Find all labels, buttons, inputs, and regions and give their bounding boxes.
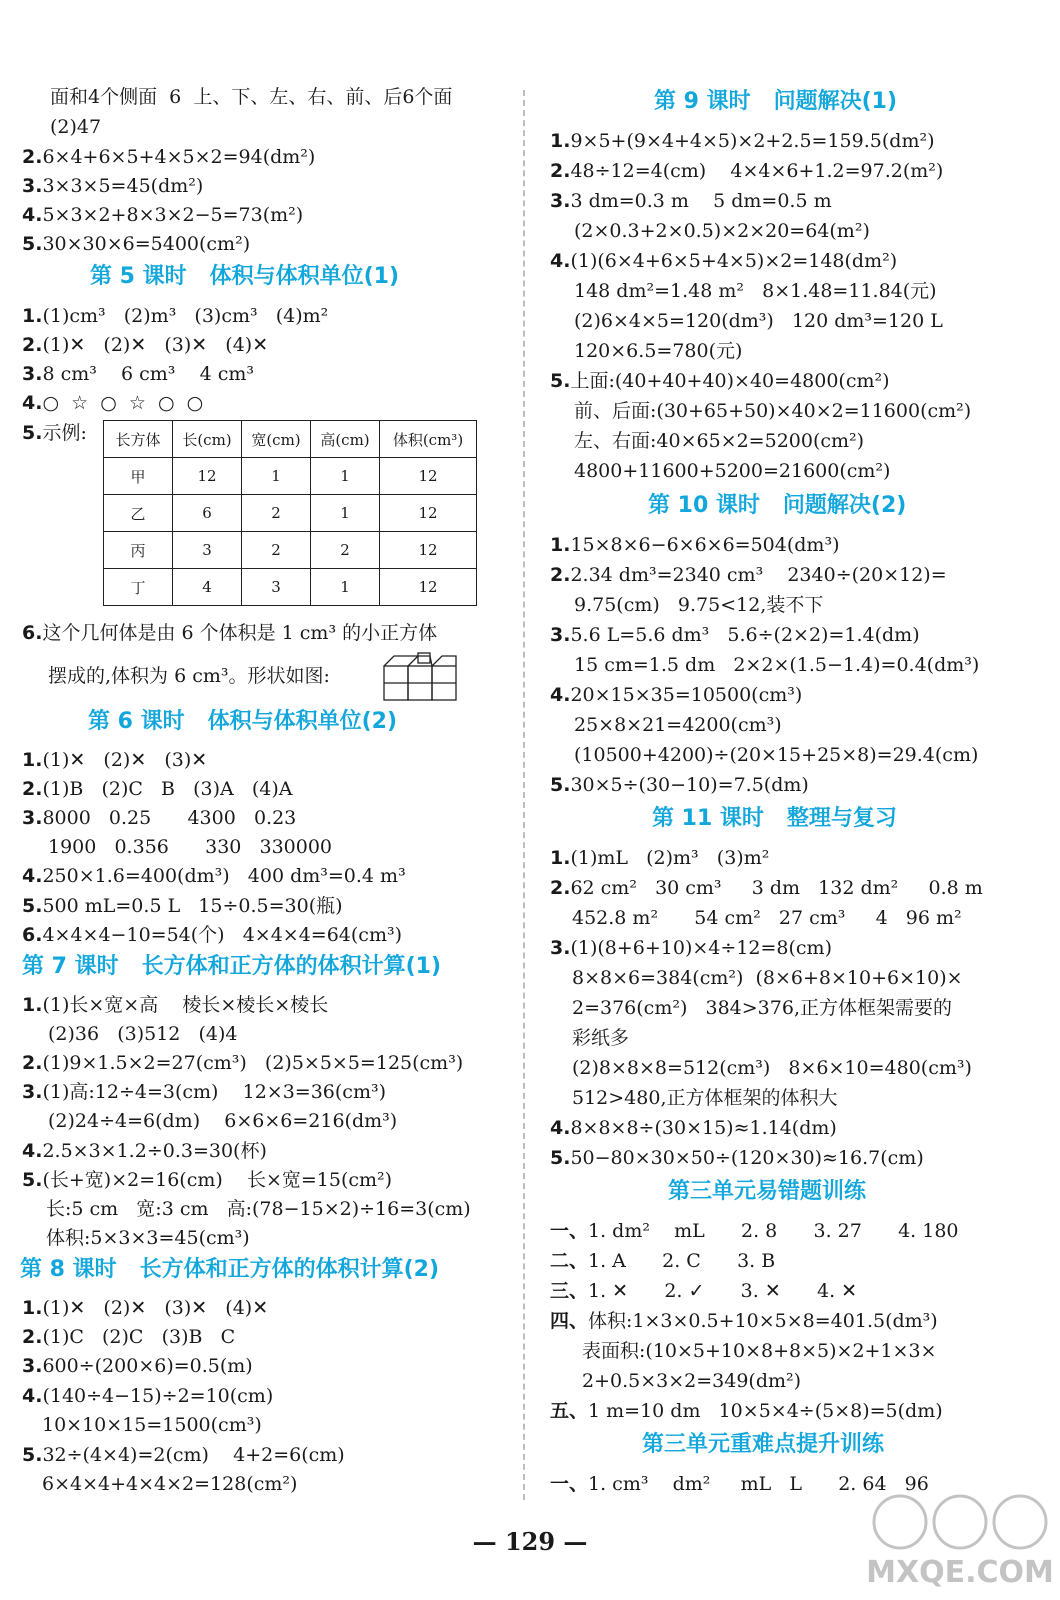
- text-line: 5.上面:(40+40+40)×40=4800(cm²): [550, 370, 890, 392]
- text-line: 2.(1)9×1.5×2=27(cm³) (2)5×5×5=125(cm³): [22, 1052, 464, 1074]
- text-line: (2)8×8×8=512(cm³) 8×6×10=480(cm³): [572, 1057, 972, 1079]
- table-cell: 丙: [104, 532, 173, 569]
- table-cell: 12: [173, 458, 242, 495]
- text-line: 面和4个侧面 6 上、下、左、右、前、后6个面: [50, 86, 453, 108]
- text-line: 4.20×15×35=10500(cm³): [550, 684, 803, 706]
- volume-table: [103, 420, 477, 606]
- text-line: 表面积:(10×5+10×8+8×5)×2+1×3×: [582, 1340, 937, 1362]
- table-header: 体积(cm³): [380, 421, 477, 458]
- section-title: 第 10 课时 问题解决(2): [648, 493, 907, 518]
- text-line: 5.32÷(4×4)=2(cm) 4+2=6(cm): [22, 1444, 345, 1466]
- text-line: 4.5×3×2+8×3×2−5=73(m²): [22, 204, 304, 226]
- text-line: 左、右面:40×65×2=5200(cm²): [574, 430, 865, 452]
- table-cell: 2: [242, 532, 311, 569]
- text-line: (2)24÷4=6(dm) 6×6×6=216(dm³): [48, 1110, 398, 1132]
- table-cell: 1: [311, 495, 380, 532]
- text-line: 512>480,正方体框架的体积大: [572, 1087, 838, 1109]
- text-line: 3.600÷(200×6)=0.5(m): [22, 1355, 253, 1377]
- text-line: 1.(1)长×宽×高 棱长×棱长×棱长: [22, 994, 329, 1016]
- text-line: 3.5.6 L=5.6 dm³ 5.6÷(2×2)=1.4(dm): [550, 624, 920, 646]
- text-line: 6×4×4+4×4×2=128(cm²): [42, 1473, 298, 1495]
- text-line: (2)6×4×5=120(dm³) 120 dm³=120 L: [574, 310, 943, 332]
- text-line: 15 cm=1.5 dm 2×2×(1.5−1.4)=0.4(dm³): [574, 654, 980, 676]
- table-cell: 丁: [104, 569, 173, 606]
- text-line: 148 dm²=1.48 m² 8×1.48=11.84(元): [574, 280, 937, 302]
- text-line: 前、后面:(30+65+50)×40×2=11600(cm²): [574, 400, 972, 422]
- text-line: 25×8×21=4200(cm³): [574, 714, 782, 736]
- table-cell: 3: [242, 569, 311, 606]
- text-line: 2=376(cm²) 384>376,正方体框架需要的: [572, 997, 952, 1019]
- text-line: 1.9×5+(9×4+4×5)×2+2.5=159.5(dm²): [550, 130, 935, 152]
- text-line: 3.3 dm=0.3 m 5 dm=0.5 m: [550, 190, 832, 212]
- text-line: (10500+4200)÷(20×15+25×8)=29.4(cm): [574, 744, 979, 766]
- text-line: 1.15×8×6−6×6×6=504(dm³): [550, 534, 840, 556]
- watermark-text: MXQE.COM: [866, 1555, 1054, 1590]
- section-title: 第 7 课时 长方体和正方体的体积计算(1): [22, 954, 442, 979]
- text-line: 6.4×4×4−10=54(个) 4×4×4=64(cm³): [22, 924, 402, 946]
- text-line: 1.(1)✕ (2)✕ (3)✕: [22, 749, 208, 771]
- text-line: 3.3×3×5=45(dm²): [22, 175, 204, 197]
- table-cell: 2: [311, 532, 380, 569]
- table-row: [104, 532, 477, 569]
- text-line: 五、1 m=10 dm 10×5×4÷(5×8)=5(dm): [550, 1400, 943, 1422]
- table-cell: 6: [173, 495, 242, 532]
- text-line: 10×10×15=1500(cm³): [42, 1414, 262, 1436]
- text-line: 1.(1)cm³ (2)m³ (3)cm³ (4)m²: [22, 305, 329, 327]
- section-title: 第 9 课时 问题解决(1): [654, 89, 898, 114]
- text-line: 4.○ ☆ ○ ☆ ○ ○: [22, 392, 204, 414]
- text-line: 2+0.5×3×2=349(dm²): [582, 1370, 802, 1392]
- text-line: 6.这个几何体是由 6 个体积是 1 cm³ 的小正方体: [22, 622, 438, 644]
- text-line: 4800+11600+5200=21600(cm²): [574, 460, 891, 482]
- text-line: 1.(1)mL (2)m³ (3)m²: [550, 847, 770, 869]
- text-line: (2)36 (3)512 (4)4: [48, 1023, 238, 1045]
- table-row: [104, 569, 477, 606]
- table-cell: 12: [380, 532, 477, 569]
- text-line: 2.6×4+6×5+4×5×2=94(dm²): [22, 146, 316, 168]
- text-line: 4.250×1.6=400(dm³) 400 dm³=0.4 m³: [22, 865, 406, 887]
- text-line: (2)47: [50, 116, 102, 138]
- table-cell: 1: [242, 458, 311, 495]
- text-line: 4.(1)(6×4+6×5+4×5)×2=148(dm²): [550, 250, 898, 272]
- text-line: 2.(1)✕ (2)✕ (3)✕ (4)✕: [22, 334, 269, 356]
- text-line: 9.75(cm) 9.75<12,装不下: [574, 594, 824, 616]
- table-header: 长方体: [104, 421, 173, 458]
- table-header-row: [104, 421, 477, 458]
- text-line: 摆成的,体积为 6 cm³。形状如图:: [48, 665, 330, 687]
- table-row: [104, 495, 477, 532]
- text-line: 长:5 cm 宽:3 cm 高:(78−15×2)÷16=3(cm): [46, 1198, 471, 1220]
- section-title: 第 8 课时 长方体和正方体的体积计算(2): [20, 1257, 440, 1282]
- table-cell: 1: [311, 458, 380, 495]
- text-line: 8×8×6=384(cm²) (8×6+8×10+6×10)×: [572, 967, 963, 989]
- text-line: 4.(140÷4−15)÷2=10(cm): [22, 1385, 274, 1407]
- text-line: 2.2.34 dm³=2340 cm³ 2340÷(20×12)=: [550, 564, 947, 586]
- text-line: 四、体积:1×3×0.5+10×5×8=401.5(dm³): [550, 1310, 938, 1332]
- table-header: 宽(cm): [242, 421, 311, 458]
- text-line: 5.示例:: [22, 422, 87, 444]
- section-title: 第三单元重难点提升训练: [642, 1432, 885, 1457]
- text-line: 一、1. dm² mL 2. 8 3. 27 4. 180: [550, 1220, 959, 1242]
- text-line: 3.8000 0.25 4300 0.23: [22, 807, 297, 829]
- section-title: 第 11 课时 整理与复习: [652, 806, 897, 831]
- text-line: 3.8 cm³ 6 cm³ 4 cm³: [22, 363, 254, 385]
- text-line: 彩纸多: [572, 1027, 630, 1049]
- text-line: 452.8 m² 54 cm² 27 cm³ 4 96 m²: [572, 907, 962, 929]
- text-line: 5.30×30×6=5400(cm²): [22, 233, 251, 255]
- table-header: 长(cm): [173, 421, 242, 458]
- text-line: 1900 0.356 330 330000: [48, 836, 333, 858]
- text-line: 5.50−80×30×50÷(120×30)≈16.7(cm): [550, 1147, 924, 1169]
- table-cell: 甲: [104, 458, 173, 495]
- text-line: 120×6.5=780(元): [574, 340, 743, 362]
- text-line: 2.(1)C (2)C (3)B C: [22, 1326, 236, 1348]
- table-cell: 4: [173, 569, 242, 606]
- table-cell: 12: [380, 495, 477, 532]
- text-line: 2.62 cm² 30 cm³ 3 dm 132 dm² 0.8 m: [550, 877, 983, 899]
- text-line: 二、1. A 2. C 3. B: [550, 1250, 776, 1272]
- column-divider: [523, 90, 525, 1500]
- text-line: 3.(1)高:12÷4=3(cm) 12×3=36(cm³): [22, 1081, 386, 1103]
- text-line: 一、1. cm³ dm² mL L 2. 64 96: [550, 1473, 929, 1495]
- section-title: 第三单元易错题训练: [668, 1179, 867, 1204]
- table-cell: 2: [242, 495, 311, 532]
- text-line: 体积:5×3×3=45(cm³): [46, 1227, 250, 1249]
- text-line: 5.30×5÷(30−10)=7.5(dm): [550, 774, 809, 796]
- text-line: 3.(1)(8+6+10)×4÷12=8(cm): [550, 937, 832, 959]
- text-line: 三、1. ✕ 2. ✓ 3. ✕ 4. ✕: [550, 1280, 858, 1302]
- cube-shape-figure: [382, 650, 458, 702]
- text-line: (2×0.3+2×0.5)×2×20=64(m²): [574, 220, 870, 242]
- table-cell: 12: [380, 569, 477, 606]
- text-line: 4.2.5×3×1.2÷0.3=30(杯): [22, 1140, 267, 1162]
- text-line: 5.(长+宽)×2=16(cm) 长×宽=15(cm²): [22, 1169, 393, 1191]
- table-row: [104, 458, 477, 495]
- text-line: 2.(1)B (2)C B (3)A (4)A: [22, 778, 293, 800]
- section-title: 第 5 课时 体积与体积单位(1): [90, 264, 400, 289]
- text-line: 2.48÷12=4(cm) 4×4×6+1.2=97.2(m²): [550, 160, 944, 182]
- table-cell: 乙: [104, 495, 173, 532]
- section-title: 第 6 课时 体积与体积单位(2): [88, 709, 398, 734]
- text-line: 1.(1)✕ (2)✕ (3)✕ (4)✕: [22, 1297, 269, 1319]
- table-header: 高(cm): [311, 421, 380, 458]
- text-line: 4.8×8×8÷(30×15)≈1.14(dm): [550, 1117, 837, 1139]
- text-line: 5.500 mL=0.5 L 15÷0.5=30(瓶): [22, 895, 343, 917]
- watermark-logo: [860, 1478, 1060, 1600]
- table-cell: 1: [311, 569, 380, 606]
- table-cell: 12: [380, 458, 477, 495]
- table-cell: 3: [173, 532, 242, 569]
- page-number: — 129 —: [472, 1527, 588, 1556]
